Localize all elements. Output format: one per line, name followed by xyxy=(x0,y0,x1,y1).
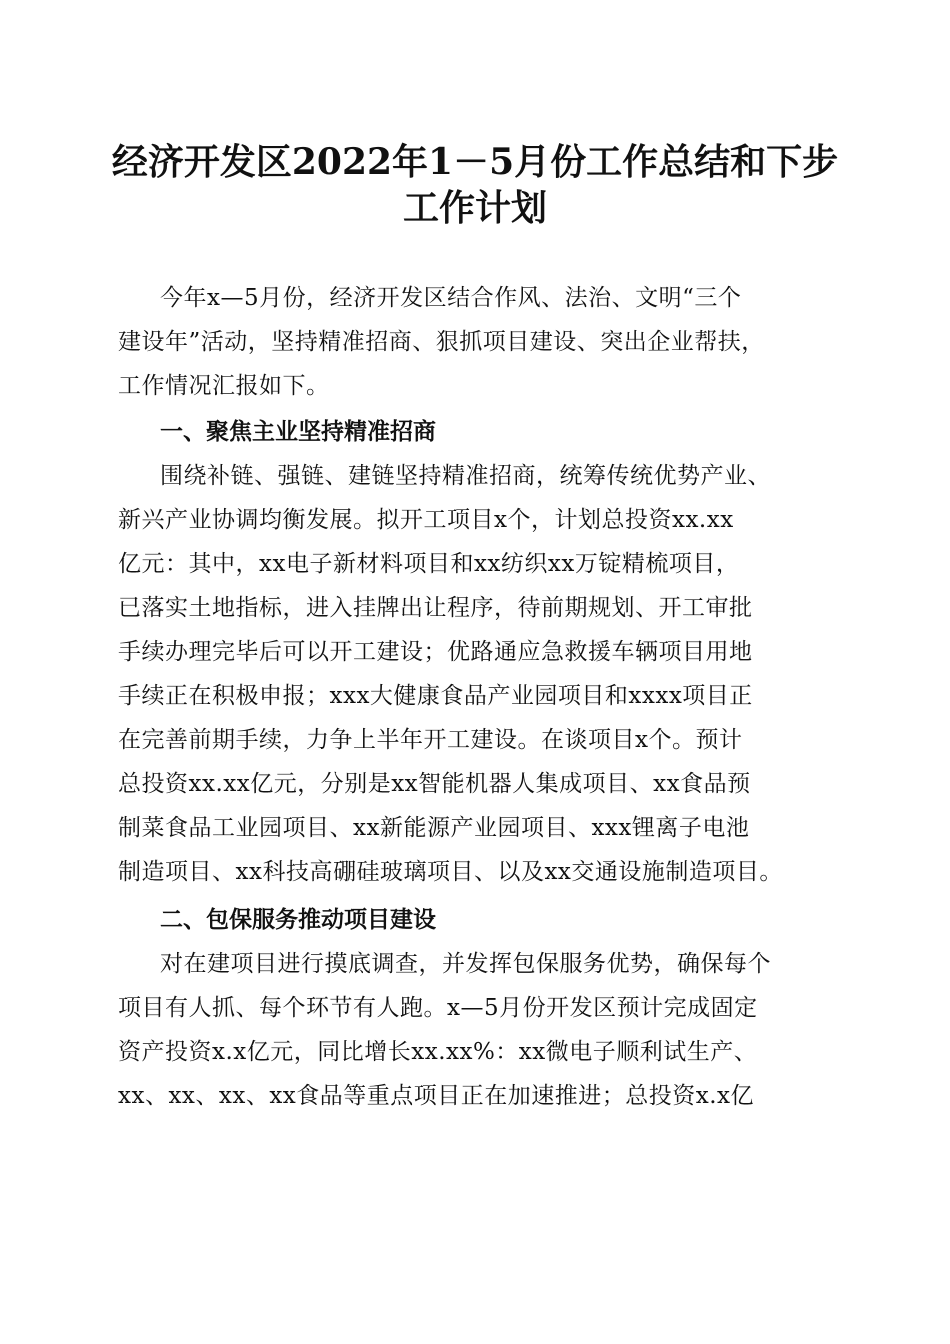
section-2-line-2: 项目有人抓、每个环节有人跑。x—5月份开发区预计完成固定 xyxy=(118,995,758,1021)
section-2-line-4: xx、xx、xx、xx食品等重点项目正在加速推进；总投资x.x亿 xyxy=(118,1083,755,1109)
intro-line-2: 建设年”活动，坚持精准招商、狠抓项目建设、突出企业帮扶， xyxy=(118,329,765,355)
section-2-line-1: 对在建项目进行摸底调查，并发挥包保服务优势，确保每个 xyxy=(160,951,771,977)
section-1-line-2: 新兴产业协调均衡发展。拟开工项目x个，计划总投资xx.xx xyxy=(118,507,734,533)
section-1-line-4: 已落实土地指标，进入挂牌出让程序，待前期规划、开工审批 xyxy=(118,595,753,621)
section-1-line-7: 在完善前期手续，力争上半年开工建设。在谈项目x个。预计 xyxy=(118,727,743,753)
intro-line-1: 今年x—5月份，经济开发区结合作风、法治、文明“三个 xyxy=(160,285,742,311)
section-1-line-3: 亿元：其中，xx电子新材料项目和xx纺织xx万锭精梳项目， xyxy=(118,551,740,577)
intro-line-3: 工作情况汇报如下。 xyxy=(118,373,330,399)
section-1-line-1: 围绕补链、强链、建链坚持精准招商，统筹传统优势产业、 xyxy=(160,463,771,489)
document-title-line-1: 经济开发区2022年1－5月份工作总结和下步 xyxy=(111,141,839,183)
section-1-heading: 一、聚焦主业坚持精准招商 xyxy=(160,419,436,445)
section-1-line-8: 总投资xx.xx亿元，分别是xx智能机器人集成项目、xx食品预 xyxy=(118,771,751,797)
section-2-line-3: 资产投资x.x亿元，同比增长xx.xx%：xx微电子顺利试生产、 xyxy=(118,1039,758,1065)
section-1-line-5: 手续办理完毕后可以开工建设；优路通应急救援车辆项目用地 xyxy=(118,639,753,665)
section-1-line-9: 制菜食品工业园项目、xx新能源产业园项目、xxx锂离子电池 xyxy=(118,815,750,841)
section-2-heading: 二、包保服务推动项目建设 xyxy=(160,907,436,933)
document-title-line-2: 工作计划 xyxy=(402,187,547,229)
section-1-line-10: 制造项目、xx科技高硼硅玻璃项目、以及xx交通设施制造项目。 xyxy=(118,859,783,885)
section-1-line-6: 手续正在积极申报；xxx大健康食品产业园项目和xxxx项目正 xyxy=(118,683,753,709)
